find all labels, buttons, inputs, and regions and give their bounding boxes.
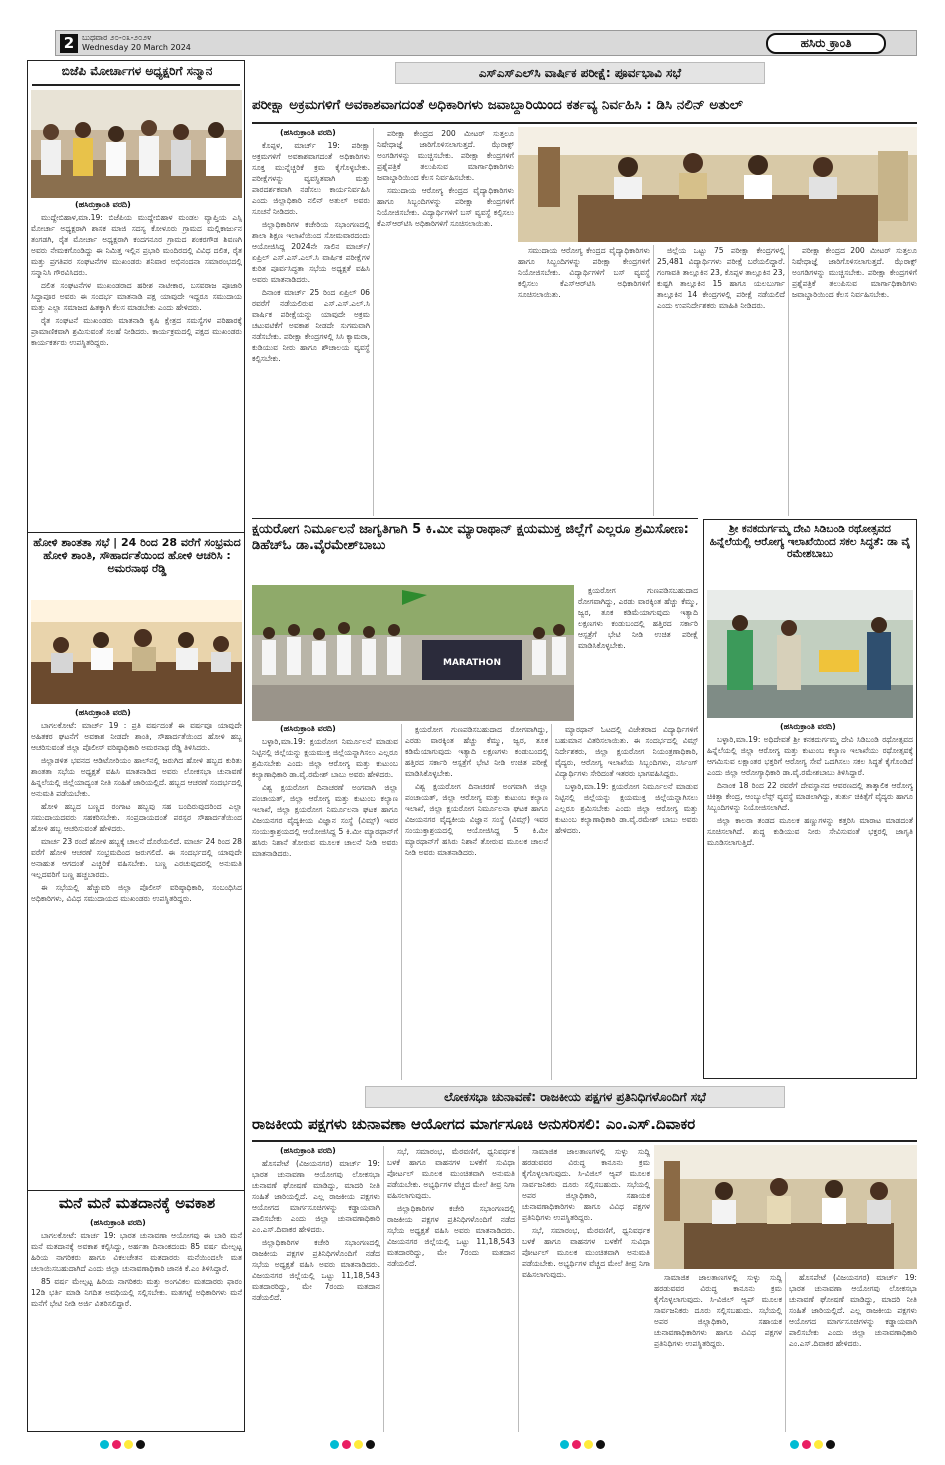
paragraph: ಕ್ಷಯರೋಗ ಗುಣಪಡಿಸಬಹುದಾದ ರೋಗವಾಗಿದ್ದು, ಎರಡು ವಾರಕ್ಕಿಂತ ಹೆಚ್ಚು ಕೆಮ್ಮು, ಜ್ವರ, ತೂಕ ಕಡಿಮೆಯಾಗುವುದು ಇತ್ಯಾದಿ ಲಕ್ಷಣಗಳು ಕಂಡುಬಂದಲ್ಲಿ ಹತ್ತಿರದ ಸರ್ಕಾರಿ ಆಸ್ಪತ್ರೆಗೆ ಭೇಟಿ ನೀಡಿ ಉಚಿತ ಪರೀಕ್ಷೆ ಮಾಡಿಸಿಕೊಳ್ಳಬೇಕು. — [578, 586, 698, 650]
article-headline-holi: ಹೋಳಿ ಶಾಂತತಾ ಸಭೆ | 24 ರಿಂದ 28 ವರೆಗೆ ಸಂಭ್ರಮದ ಹೋಳಿ ಶಾಂತಿ, ಸೌಹಾರ್ದತೆಯಿಂದ ಹೋಳಿ ಆಚರಿಸಿ : ಅಮರನಾಥ ರೆಡ್ಡಿ — [33, 536, 241, 576]
article-headline-sslc: ಪರೀಕ್ಷಾ ಅಕ್ರಮಗಳಿಗೆ ಅವಕಾಶವಾಗದಂತೆ ಅಧಿಕಾರಿಗಳು ಜವಾಬ್ದಾರಿಯಿಂದ ಕರ್ತವ್ಯ ನಿರ್ವಹಿಸಿ : ಡಿಸಿ ನಲಿನ್ ಅತುಲ್ — [252, 97, 743, 113]
divider — [32, 84, 240, 86]
article-body-kanakadurgamma — [707, 734, 913, 1074]
section-kicker-sslc: ಎಸ್‌ಎಸ್‌ಎಲ್‌ಸಿ ವಾರ್ಷಿಕ ಪರೀಕ್ಷೆ: ಪೂರ್ವಭಾವಿ ಸಭೆ — [395, 62, 765, 84]
paragraph: ಜಿಲ್ಲಾಡಳಿತ ಭವನದ ಆಡಿಟೋರಿಯಂ ಹಾಲ್‌ನಲ್ಲಿ ಜರುಗಿದ ಹೋಳಿ ಹಬ್ಬದ ಕುರಿತು ಶಾಂತತಾ ಸಭೆಯ ಅಧ್ಯಕ್ಷತೆ ವಹಿಸಿ ಮಾತನಾಡಿದ ಅವರು ಲೋಕಸಭಾ ಚುನಾವಣೆ ಹಿನ್ನಲೆಯಲ್ಲಿ ಜಿಲ್ಲೆಯಾದ್ಯಂತ ನೀತಿ ಸಂಹಿತೆ ಜಾರಿಯಲ್ಲಿದೆ. ಹಬ್ಬದ ಆಚರಣೆ ಸಂದರ್ಭದಲ್ಲಿ ಅನುಮತಿ ಪಡೆಯಬೇಕು. — [31, 756, 242, 798]
reg-dot — [112, 1440, 121, 1449]
article-headline-tb-marathon: ಕ್ಷಯರೋಗ ನಿರ್ಮೂಲನೆ ಜಾಗೃತಿಗಾಗಿ 5 ಕಿ.ಮೀ ಮ್ಯಾರಾಥಾನ್ ಕ್ಷಯಮುಕ್ತ ಜಿಲ್ಲೆಗೆ ಎಲ್ಲರೂ ಶ್ರಮಿಸೋಣ: ಡಿಹೆಚ್‌ಓ ಡಾ.ವೈರಮೇಶ್‌ಬಾಬು — [252, 522, 689, 553]
masthead-logo: ಹಸಿರು ಕ್ರಾಂತಿ — [766, 33, 886, 54]
divider — [252, 122, 917, 124]
paragraph: ದಿನಾಂಕ ಮಾರ್ಚ್ 25 ರಿಂದ ಏಪ್ರಿಲ್ 06 ರವರೆಗೆ ನಡೆಯಲಿರುವ ಎಸ್.ಎಸ್.ಎಲ್.ಸಿ ವಾರ್ಷಿಕ ಪರೀಕ್ಷೆಯನ್ನು ಯಾವುದೇ ಅಕ್ರಮ ಚಟುವಟಿಕೆಗೆ ಅವಕಾಶ ನೀಡದೇ ಸುಗಮವಾಗಿ ನಡೆಸಬೇಕು. ಪರೀಕ್ಷಾ ಕೇಂದ್ರಗಳಲ್ಲಿ ಸಿಸಿ ಕ್ಯಾಮರಾ, ಕುಡಿಯುವ ನೀರು ಹಾಗೂ ಶೌಚಾಲಯ ವ್ಯವಸ್ಥೆ ಕಲ್ಪಿಸಬೇಕು. — [252, 288, 370, 363]
paragraph: ದಲಿತ ಸಂಘಟನೆಗಳ ಮುಖಂಡರಾದ ಹರೀಶ ನಾಟೀಕಾರ, ಬಸವರಾಜ ಪೂಜಾರಿ ಸಿದ್ದಾಪೂರ ಅವರು ಈ ಸಂದರ್ಭ ಮಾತನಾಡಿ ಪಕ್ಷ ಯಾವುದೇ ಇದ್ದರೂ ಸಮುದಾಯ ಮತ್ತು ಎಲ್ಲಾ ಸಮಾಜದ ಹಿತಕ್ಕಾಗಿ ಕೆಲಸ ಮಾಡಬೇಕು ಎಂದು ಹೇಳಿದರು. — [31, 281, 242, 312]
article-body-sslc-col2 — [377, 128, 514, 516]
banner-marathon-text: MARATHON — [443, 658, 501, 668]
paragraph: ಜಿಲ್ಲಾಧಿಕಾರಿಗಳ ಕಚೇರಿಯ ಸಭಾಂಗಣದಲ್ಲಿ ಶಾಲಾ ಶಿಕ್ಷಣ ಇಲಾಖೆಯಿಂದ ಸೋಮವಾರದಂದು ಆಯೋಜಿಸಿದ್ದ 2024ನೇ ಸಾಲಿನ ಮಾರ್ಚ್/ಏಪ್ರಿಲ್ ಎಸ್.ಎಸ್.ಎಲ್.ಸಿ ವಾರ್ಷಿಕ ಪರೀಕ್ಷೆಗಳ ಕುರಿತ ಪೂರ್ವಸಿದ್ಧತಾ ಸಭೆಯ ಅಧ್ಯಕ್ಷತೆ ವಹಿಸಿ ಅವರು ಮಾತನಾಡಿದರು. — [252, 220, 370, 284]
photo-holi-meeting — [31, 600, 242, 704]
photo-tb-marathon — [252, 585, 574, 721]
column-separator — [788, 245, 789, 516]
paragraph: ಸಾಮಾಜಿಕ ಜಾಲತಾಣಗಳಲ್ಲಿ ಸುಳ್ಳು ಸುದ್ದಿ ಹರಡುವವರ ವಿರುದ್ಧ ಕಾನೂನು ಕ್ರಮ ಕೈಗೊಳ್ಳಲಾಗುವುದು. ಸಿ-ವಿಜಿಲ್ ಆ್ಯಪ್ ಮೂಲಕ ಸಾರ್ವಜನಿಕರು ದೂರು ಸಲ್ಲಿಸಬಹುದು. ಸಭೆಯಲ್ಲಿ ಅಪರ ಜಿಲ್ಲಾಧಿಕಾರಿ, ಸಹಾಯಕ ಚುನಾವಣಾಧಿಕಾರಿಗಳು ಹಾಗೂ ವಿವಿಧ ಪಕ್ಷಗಳ ಪ್ರತಿನಿಧಿಗಳು ಉಪಸ್ಥಿತರಿದ್ದರು. — [522, 1147, 650, 1222]
reg-dot — [354, 1440, 363, 1449]
paragraph: ಸಭೆ, ಸಮಾರಂಭ, ಮೆರವಣಿಗೆ, ಧ್ವನಿವರ್ಧಕ ಬಳಕೆ ಹಾಗೂ ವಾಹನಗಳ ಬಳಕೆಗೆ ಸುವಿಧಾ ಪೋರ್ಟಲ್ ಮೂಲಕ ಮುಂಚಿತವಾಗಿ ಅನುಮತಿ ಪಡೆಯಬೇಕು. ಅಭ್ಯರ್ಥಿಗಳ ವೆಚ್ಚದ ಮೇಲೆ ತೀವ್ರ ನಿಗಾ ವಹಿಸಲಾಗುವುದು. — [522, 1226, 650, 1279]
paragraph: ಈ ಸಭೆಯಲ್ಲಿ ಹೆಚ್ಚುವರಿ ಜಿಲ್ಲಾ ಪೊಲೀಸ್ ವರಿಷ್ಠಾಧಿಕಾರಿ, ಸಂಬಂಧಿಸಿದ ಅಧಿಕಾರಿಗಳು, ವಿವಿಧ ಸಮುದಾಯದ ಮುಖಂಡರು ಉಪಸ್ಥಿತರಿದ್ದರು. — [31, 883, 242, 903]
reg-dot — [124, 1440, 133, 1449]
paragraph: ಕ್ಷಯರೋಗ ಗುಣಪಡಿಸಬಹುದಾದ ರೋಗವಾಗಿದ್ದು, ಎರಡು ವಾರಕ್ಕಿಂತ ಹೆಚ್ಚು ಕೆಮ್ಮು, ಜ್ವರ, ತೂಕ ಕಡಿಮೆಯಾಗುವುದು ಇತ್ಯಾದಿ ಲಕ್ಷಣಗಳು ಕಂಡುಬಂದಲ್ಲಿ ಹತ್ತಿರದ ಸರ್ಕಾರಿ ಆಸ್ಪತ್ರೆಗೆ ಭೇಟಿ ನೀಡಿ ಉಚಿತ ಪರೀಕ್ಷೆ ಮಾಡಿಸಿಕೊಳ್ಳಬೇಕು. — [405, 725, 548, 778]
paragraph: ದಿನಾಂಕ 18 ರಿಂದ 22 ರವರೆಗೆ ದೇವಸ್ಥಾನದ ಆವರಣದಲ್ಲಿ ತಾತ್ಕಾಲಿಕ ಆರೋಗ್ಯ ಚಿಕಿತ್ಸಾ ಕೇಂದ್ರ, ಆಂಬ್ಯುಲೆನ್ಸ್ ವ್ಯವಸ್ಥೆ ಮಾಡಲಾಗಿದ್ದು, ತುರ್ತು ಚಿಕಿತ್ಸೆಗೆ ವೈದ್ಯರು ಹಾಗೂ ಸಿಬ್ಬಂದಿಗಳನ್ನು ನಿಯೋಜಿಸಲಾಗಿದೆ. — [707, 781, 913, 812]
page-header — [55, 30, 917, 56]
reg-dot — [330, 1440, 339, 1449]
paragraph: ಪರೀಕ್ಷಾ ಕೇಂದ್ರದ 200 ಮೀಟರ್ ಸುತ್ತಲೂ ನಿಷೇಧಾಜ್ಞೆ ಜಾರಿಗೊಳಿಸಲಾಗುತ್ತದೆ. ಝೆರಾಕ್ಸ್ ಅಂಗಡಿಗಳನ್ನು ಮುಚ್ಚಿಸಬೇಕು. ಪರೀಕ್ಷಾ ಕೇಂದ್ರಗಳಿಗೆ ಪ್ರಶ್ನೆಪತ್ರಿಕೆ ತಲುಪಿಸುವ ಮಾರ್ಗಾಧಿಕಾರಿಗಳು ಜವಾಬ್ದಾರಿಯಿಂದ ಕೆಲಸ ನಿರ್ವಹಿಸಬೇಕು. — [792, 246, 917, 299]
paragraph: ಜಿಲ್ಲೆಯ ಒಟ್ಟು 75 ಪರೀಕ್ಷಾ ಕೇಂದ್ರಗಳಲ್ಲಿ 25,481 ವಿದ್ಯಾರ್ಥಿಗಳು ಪರೀಕ್ಷೆ ಬರೆಯಲಿದ್ದಾರೆ. ಗಂಗಾವತಿ ತಾಲ್ಲೂಕಿನ 23, ಕೊಪ್ಪಳ ತಾಲ್ಲೂಕಿನ 23, ಕುಷ್ಟಗಿ ತಾಲ್ಲೂಕಿನ 15 ಹಾಗೂ ಯಲಬುರ್ಗಾ ತಾಲ್ಲೂಕಿನ 14 ಕೇಂದ್ರಗಳಲ್ಲಿ ಪರೀಕ್ಷೆ ನಡೆಯಲಿದೆ ಎಂದು ಉಪನಿರ್ದೇಶಕರು ಮಾಹಿತಿ ನೀಡಿದರು. — [657, 246, 785, 310]
photo-sslc-meeting — [518, 127, 917, 242]
byline: (ಹಸಿರುಕ್ರಾಂತಿ ವರದಿ) — [280, 128, 336, 137]
byline: (ಹಸಿರುಕ್ರಾಂತಿ ವರದಿ) — [280, 724, 336, 733]
photo-bjp-felicitation — [31, 90, 242, 198]
dateline — [82, 33, 191, 53]
date-english: Wednesday 20 March 2024 — [82, 43, 191, 52]
column-separator — [785, 1272, 786, 1432]
byline: (ಹಸಿರುಕ್ರಾಂತಿ ವರದಿ) — [75, 708, 131, 717]
paragraph: ಸಾಮಾಜಿಕ ಜಾಲತಾಣಗಳಲ್ಲಿ ಸುಳ್ಳು ಸುದ್ದಿ ಹರಡುವವರ ವಿರುದ್ಧ ಕಾನೂನು ಕ್ರಮ ಕೈಗೊಳ್ಳಲಾಗುವುದು. ಸಿ-ವಿಜಿಲ್ ಆ್ಯಪ್ ಮೂಲಕ ಸಾರ್ವಜನಿಕರು ದೂರು ಸಲ್ಲಿಸಬಹುದು. ಸಭೆಯಲ್ಲಿ ಅಪರ ಜಿಲ್ಲಾಧಿಕಾರಿ, ಸಹಾಯಕ ಚುನಾವಣಾಧಿಕಾರಿಗಳು ಹಾಗೂ ವಿವಿಧ ಪಕ್ಷಗಳ ಪ್ರತಿನಿಧಿಗಳು ಉಪಸ್ಥಿತರಿದ್ದರು. — [654, 1273, 782, 1348]
paragraph: ಪರೀಕ್ಷಾ ಕೇಂದ್ರದ 200 ಮೀಟರ್ ಸುತ್ತಲೂ ನಿಷೇಧಾಜ್ಞೆ ಜಾರಿಗೊಳಿಸಲಾಗುತ್ತದೆ. ಝೆರಾಕ್ಸ್ ಅಂಗಡಿಗಳನ್ನು ಮುಚ್ಚಿಸಬೇಕು. ಪರೀಕ್ಷಾ ಕೇಂದ್ರಗಳಿಗೆ ಪ್ರಶ್ನೆಪತ್ರಿಕೆ ತಲುಪಿಸುವ ಮಾರ್ಗಾಧಿಕಾರಿಗಳು ಜವಾಬ್ದಾರಿಯಿಂದ ಕೆಲಸ ನಿರ್ವಹಿಸಬೇಕು. — [377, 129, 514, 182]
paragraph: ಮುದ್ದೇಬಿಹಾಳ,ಮಾ.19: ಬಿಜೆಪಿಯ ಮುದ್ದೇಬಿಹಾಳ ಮಂಡಲ ವ್ಯಾಪ್ತಿಯ ಎಸ್ಸಿ ಮೋರ್ಚಾ ಅಧ್ಯಕ್ಷರಾಗಿ ಶಾಸಕ ಮಾಜಿ ಸದಸ್ಯ ಕೋಳೂರು ಗ್ರಾಮದ ಮಲ್ಲಿಕಾರ್ಜುನ ತಂಗಡಗಿ, ರೈತ ಮೋರ್ಚಾ ಅಧ್ಯಕ್ಷರಾಗಿ ಕಂದಗನೂರ ಗ್ರಾಮದ ಶಂಕರಗೌಡ ಶಿವಣಗಿ ಅವರು ನೇಮಕಗೊಂಡಿದ್ದು ಈ ನಿಮಿತ್ತ ಇಲ್ಲಿನ ಪ್ರಭಾರಿ ಮಂದಿರದಲ್ಲಿ ವಿವಿಧ ದಲಿತ, ರೈತ ಮತ್ತು ಪ್ರಗತಿಪರ ಸಂಘಟನೆಗಳ ಮುಖಂಡರು ಶನಿವಾರ ಅಭಿನಂದನಾ ಸಮಾರಂಭದಲ್ಲಿ ಸನ್ಮಾನಿಸಿ ಗೌರವಿಸಿದರು. — [31, 213, 242, 277]
paragraph: ಮಾರ್ಚ 23 ರಂದೆ ಹೋಳಿ ಹಬ್ಬಕ್ಕೆ ಚಾಲನೆ ದೊರೆಯಲಿದೆ. ಮಾರ್ಚ 24 ರಿಂದ 28 ವರೆಗೆ ಹೋಳಿ ಆಚರಣೆ ಸಂಭ್ರಮದಿಂದ ಜರುಗಲಿದೆ. ಈ ಸಂದರ್ಭದಲ್ಲಿ ಯಾವುದೇ ಅನಾಹುತ ಆಗದಂತೆ ಎಚ್ಚರಿಕೆ ವಹಿಸಬೇಕು. ಬಣ್ಣ ಎರಚುವುದರಲ್ಲಿ ಅನುಮತಿ ಇಲ್ಲದವರಿಗೆ ಬಣ್ಣ ಹಚ್ಚಬಾರದು. — [31, 837, 242, 879]
column-separator — [373, 128, 374, 516]
reg-dot — [596, 1440, 605, 1449]
article-headline-kanakadurgamma: ಶ್ರೀ ಕನಕದುರ್ಗಮ್ಮ ದೇವಿ ಸಿಡಿಬಂಡಿ ರಥೋತ್ಸವದ ಹಿನ್ನೆಲೆಯಲ್ಲಿ ಆರೋಗ್ಯ ಇಲಾಖೆಯಿಂದ ಸಕಲ ಸಿದ್ಧತೆ: ಡಾ ವೈ ರಮೇಶಬಾಬು — [709, 523, 911, 561]
byline: (ಹಸಿರುಕ್ರಾಂತಿ ವರದಿ) — [280, 1146, 336, 1155]
paragraph: ಬಳ್ಳಾರಿ,ಮಾ.19: ಅಧಿದೇವತೆ ಶ್ರೀ ಕನಕದುರ್ಗಮ್ಮ ದೇವಿ ಸಿಡಿಬಂಡಿ ರಥೋತ್ಸವದ ಹಿನ್ನೆಲೆಯಲ್ಲಿ ಜಿಲ್ಲಾ ಆರೋಗ್ಯ ಮತ್ತು ಕುಟುಂಬ ಕಲ್ಯಾಣ ಇಲಾಖೆಯು ರಥೋತ್ಸವಕ್ಕೆ ಆಗಮಿಸುವ ಲಕ್ಷಾಂತರ ಭಕ್ತರಿಗೆ ಆರೋಗ್ಯ ಸೇವೆ ಒದಗಿಸಲು ಸಕಲ ಸಿದ್ಧತೆ ಕೈಗೊಂಡಿದೆ ಎಂದು ಜಿಲ್ಲಾ ಆರೋಗ್ಯಾಧಿಕಾರಿ ಡಾ.ವೈ.ರಮೇಶಬಾಬು ತಿಳಿಸಿದ್ದಾರೆ. — [707, 735, 913, 777]
paragraph: ಮ್ಯಾರಥಾನ್ ಓಟದಲ್ಲಿ ವಿಜೇತರಾದ ವಿದ್ಯಾರ್ಥಿಗಳಿಗೆ ಬಹುಮಾನ ವಿತರಿಸಲಾಯಿತು. ಈ ಸಂದರ್ಭದಲ್ಲಿ ವಿಮ್ಸ್ ನಿರ್ದೇಶಕರು, ಜಿಲ್ಲಾ ಕ್ಷಯರೋಗ ನಿಯಂತ್ರಣಾಧಿಕಾರಿ, ವೈದ್ಯರು, ಆರೋಗ್ಯ ಇಲಾಖೆಯ ಸಿಬ್ಬಂದಿಗಳು, ನರ್ಸಿಂಗ್ ವಿದ್ಯಾರ್ಥಿಗಳು ಸೇರಿದಂತೆ ಇತರರು ಭಾಗವಹಿಸಿದ್ದರು. — [555, 725, 698, 778]
article-body-tb-col2 — [405, 724, 548, 1080]
divider — [28, 532, 244, 533]
article-body-sslc-col1 — [252, 140, 370, 516]
page-number: 2 — [60, 34, 78, 53]
reg-dot — [136, 1440, 145, 1449]
date-kannada: ಬುಧವಾರ ೨೦-೦೩-೨೦೨೪ — [82, 33, 152, 42]
article-body-tb-col1 — [252, 736, 398, 1080]
article-body-election-col2 — [387, 1146, 515, 1432]
reg-dot — [342, 1440, 351, 1449]
paragraph: ಬಾಗಲಕೋಟೆ: ಮಾರ್ಚ 19: ಭಾರತ ಚುನಾವಣಾ ಆಯೋಗವು ಈ ಬಾರಿ ಮನೆ ಮನೆ ಮತದಾನಕ್ಕೆ ಅವಕಾಶ ಕಲ್ಪಿಸಿದ್ದು, ಅರ್ಹತಾ ದಿನಾಂಕದಂದು 85 ವರ್ಷ ಮೇಲ್ಪಟ್ಟ ಹಿರಿಯ ನಾಗರಿಕರು ಹಾಗೂ ವಿಕಲಚೇತನ ಮತದಾರರು ಮನೆಯಿಂದಲೇ ಮತ ಚಲಾಯಿಸಬಹುದಾಗಿದೆ ಎಂದು ಜಿಲ್ಲಾ ಚುನಾವಣಾಧಿಕಾರಿ ಜಾನಕಿ ಕೆ.ಎಂ ತಿಳಿಸಿದ್ದಾರೆ. — [31, 1231, 242, 1273]
paragraph: 85 ವರ್ಷ ಮೇಲ್ಪಟ್ಟ ಹಿರಿಯ ನಾಗರಿಕರು ಮತ್ತು ಅಂಗವಿಕಲ ಮತದಾರರು ಫಾರಂ 12ಡಿ ಭರ್ತಿ ಮಾಡಿ ನಿಗದಿತ ಅವಧಿಯಲ್ಲಿ ಸಲ್ಲಿಸಬೇಕು. ಮತಗಟ್ಟೆ ಅಧಿಕಾರಿಗಳು ಮನೆ ಮನೆಗೆ ಭೇಟಿ ನೀಡಿ ಅರ್ಜಿ ವಿತರಿಸಲಿದ್ದಾರೆ. — [31, 1277, 242, 1308]
divider — [28, 1190, 244, 1191]
byline: (ಹಸಿರುಕ್ರಾಂತಿ ವರದಿ) — [75, 200, 131, 209]
paragraph: ಬಾಗಲಕೋಟೆ: ಮಾರ್ಚ್ 19 : ಪ್ರತಿ ವರ್ಷದಂತೆ ಈ ವರ್ಷವೂ ಯಾವುದೇ ಅಹಿತಕರ ಘಟನೆಗೆ ಅವಕಾಶ ನೀಡದೇ ಶಾಂತಿ, ಸೌಹಾರ್ದತೆಯಿಂದ ಹೋಳಿ ಹಬ್ಬ ಆಚರಿಸುವಂತೆ ಜಿಲ್ಲಾ ಪೊಲೀಸ್ ವರಿಷ್ಠಾಧಿಕಾರಿ ಅಮರನಾಥ ರೆಡ್ಡಿ ತಿಳಿಸಿದರು. — [31, 721, 242, 752]
paragraph: ಬಳ್ಳಾರಿ,ಮಾ.19: ಕ್ಷಯರೋಗ ನಿರ್ಮೂಲನೆ ಮಾಡುವ ನಿಟ್ಟಿನಲ್ಲಿ ಜಿಲ್ಲೆಯನ್ನು ಕ್ಷಯಮುಕ್ತ ಜಿಲ್ಲೆಯನ್ನಾಗಿಸಲು ಎಲ್ಲರೂ ಶ್ರಮಿಸಬೇಕು ಎಂದು ಜಿಲ್ಲಾ ಆರೋಗ್ಯ ಮತ್ತು ಕುಟುಂಬ ಕಲ್ಯಾಣಾಧಿಕಾರಿ ಡಾ.ವೈ.ರಮೇಶ್ ಬಾಬು ಅವರು ಹೇಳಿದರು. — [555, 782, 698, 835]
column-separator — [551, 724, 552, 1080]
article-body-bjp — [31, 212, 242, 530]
registration-marks — [560, 1440, 605, 1449]
article-body-election-col1 — [252, 1158, 380, 1432]
column-separator — [653, 245, 654, 516]
article-body-sslc-col3 — [518, 245, 650, 516]
byline: (ಹಸಿರುಕ್ರಾಂತಿ ವರದಿ) — [780, 722, 836, 731]
article-body-home-voting — [31, 1230, 242, 1428]
registration-marks — [100, 1440, 145, 1449]
paragraph: ಸಮುದಾಯ ಆರೋಗ್ಯ ಕೇಂದ್ರದ ವೈದ್ಯಾಧಿಕಾರಿಗಳು ಹಾಗೂ ಸಿಬ್ಬಂದಿಗಳನ್ನು ಪರೀಕ್ಷಾ ಕೇಂದ್ರಗಳಿಗೆ ನಿಯೋಜಿಸಬೇಕು. ವಿದ್ಯಾರ್ಥಿಗಳಿಗೆ ಬಸ್ ವ್ಯವಸ್ಥೆ ಕಲ್ಪಿಸಲು ಕೆಎಸ್‌ಆರ್‌ಟಿಸಿ ಅಧಿಕಾರಿಗಳಿಗೆ ಸೂಚಿಸಲಾಯಿತು. — [377, 186, 514, 228]
article-body-sslc-col5 — [792, 245, 917, 516]
reg-dot — [584, 1440, 593, 1449]
article-body-tb-col3 — [555, 724, 698, 1080]
paragraph: ಕೊಪ್ಪಳ, ಮಾರ್ಚ್ 19: ಪರೀಕ್ಷಾ ಅಕ್ರಮಗಳಿಗೆ ಅವಕಾಶವಾಗದಂತೆ ಅಧಿಕಾರಿಗಳು ಸೂಕ್ತ ಮುನ್ನೆಚ್ಚರಿಕೆ ಕ್ರಮ ಕೈಗೊಳ್ಳಬೇಕು. ಪರೀಕ್ಷೆಗಳನ್ನು ವ್ಯವಸ್ಥಿತವಾಗಿ ಮತ್ತು ಪಾರದರ್ಶಕವಾಗಿ ನಡೆಸಲು ಕಾರ್ಯನಿರ್ವಹಿಸಿ ಎಂದು ಜಿಲ್ಲಾಧಿಕಾರಿ ನಲಿನ್ ಅತುಲ್ ಅವರು ಸೂಚನೆ ನೀಡಿದರು. — [252, 141, 370, 216]
article-headline-bjp: ಬಿಜೆಪಿ ಮೋರ್ಚಾಗಳ ಅಧ್ಯಕ್ಷರಿಗೆ ಸನ್ಮಾನ — [61, 64, 213, 78]
photo-health-camp — [707, 590, 913, 718]
paragraph: ಹೊಸಪೇಟೆ (ವಿಜಯನಗರ) ಮಾರ್ಚ್ 19: ಭಾರತ ಚುನಾವಣಾ ಆಯೋಗವು ಲೋಕಸಭಾ ಚುನಾವಣೆ ಘೋಷಣೆ ಮಾಡಿದ್ದು, ಮಾದರಿ ನೀತಿ ಸಂಹಿತೆ ಜಾರಿಯಲ್ಲಿದೆ. ಎಲ್ಲ ರಾಜಕೀಯ ಪಕ್ಷಗಳು ಆಯೋಗದ ಮಾರ್ಗಸೂಚಿಗಳನ್ನು ಕಡ್ಡಾಯವಾಗಿ ಪಾಲಿಸಬೇಕು ಎಂದು ಜಿಲ್ಲಾ ಚುನಾವಣಾಧಿಕಾರಿ ಎಂ.ಎಸ್.ದಿವಾಕರ ಹೇಳಿದರು. — [252, 1159, 380, 1234]
registration-marks — [330, 1440, 375, 1449]
paragraph: ಹೊಸಪೇಟೆ (ವಿಜಯನಗರ) ಮಾರ್ಚ್ 19: ಭಾರತ ಚುನಾವಣಾ ಆಯೋಗವು ಲೋಕಸಭಾ ಚುನಾವಣೆ ಘೋಷಣೆ ಮಾಡಿದ್ದು, ಮಾದರಿ ನೀತಿ ಸಂಹಿತೆ ಜಾರಿಯಲ್ಲಿದೆ. ಎಲ್ಲ ರಾಜಕೀಯ ಪಕ್ಷಗಳು ಆಯೋಗದ ಮಾರ್ಗಸೂಚಿಗಳನ್ನು ಕಡ್ಡಾಯವಾಗಿ ಪಾಲಿಸಬೇಕು ಎಂದು ಜಿಲ್ಲಾ ಚುನಾವಣಾಧಿಕಾರಿ ಎಂ.ಎಸ್.ದಿವಾಕರ ಹೇಳಿದರು. — [789, 1273, 917, 1348]
paragraph: ಜಿಲ್ಲಾಧಿಕಾರಿಗಳ ಕಚೇರಿ ಸಭಾಂಗಣದಲ್ಲಿ ರಾಜಕೀಯ ಪಕ್ಷಗಳ ಪ್ರತಿನಿಧಿಗಳೊಂದಿಗೆ ನಡೆದ ಸಭೆಯ ಅಧ್ಯಕ್ಷತೆ ವಹಿಸಿ ಅವರು ಮಾತನಾಡಿದರು. ವಿಜಯನಗರ ಜಿಲ್ಲೆಯಲ್ಲಿ ಒಟ್ಟು 11,18,543 ಮತದಾರರಿದ್ದು, ಮೇ 7ರಂದು ಮತದಾನ ನಡೆಯಲಿದೆ. — [387, 1204, 515, 1268]
article-body-election-col4 — [654, 1272, 782, 1432]
divider — [252, 518, 698, 519]
article-headline-election: ರಾಜಕೀಯ ಪಕ್ಷಗಳು ಚುನಾವಣಾ ಆಯೋಗದ ಮಾರ್ಗಸೂಚಿ ಅನುಸರಿಸಲಿ: ಎಂ.ಎಸ್.ದಿವಾಕರ — [252, 1115, 696, 1133]
reg-dot — [802, 1440, 811, 1449]
reg-dot — [572, 1440, 581, 1449]
reg-dot — [814, 1440, 823, 1449]
article-headline-home-voting: ಮನೆ ಮನೆ ಮತದಾನಕ್ಕೆ ಅವಕಾಶ — [58, 1194, 216, 1212]
article-body-election-col5 — [789, 1272, 917, 1432]
column-separator — [383, 1146, 384, 1432]
paragraph: ಜಿಲ್ಲಾಧಿಕಾರಿಗಳ ಕಚೇರಿ ಸಭಾಂಗಣದಲ್ಲಿ ರಾಜಕೀಯ ಪಕ್ಷಗಳ ಪ್ರತಿನಿಧಿಗಳೊಂದಿಗೆ ನಡೆದ ಸಭೆಯ ಅಧ್ಯಕ್ಷತೆ ವಹಿಸಿ ಅವರು ಮಾತನಾಡಿದರು. ವಿಜಯನಗರ ಜಿಲ್ಲೆಯಲ್ಲಿ ಒಟ್ಟು 11,18,543 ಮತದಾರರಿದ್ದು, ಮೇ 7ರಂದು ಮತದಾನ ನಡೆಯಲಿದೆ. — [252, 1238, 380, 1302]
paragraph: ಜಿಲ್ಲಾ ಕಾಲರಾ ತಂಡದ ಮೂಲಕ ಹಣ್ಣುಗಳನ್ನು ಕತ್ತರಿಸಿ ಮಾರಾಟ ಮಾಡದಂತೆ ಸೂಚಿಸಲಾಗಿದೆ. ಶುದ್ಧ ಕುಡಿಯುವ ನೀರು ಸೇವಿಸುವಂತೆ ಭಕ್ತರಲ್ಲಿ ಜಾಗೃತಿ ಮೂಡಿಸಲಾಗುತ್ತಿದೆ. — [707, 816, 913, 847]
paragraph: ವಿಶ್ವ ಕ್ಷಯರೋಗ ದಿನಾಚರಣೆ ಅಂಗವಾಗಿ ಜಿಲ್ಲಾ ಪಂಚಾಯತ್, ಜಿಲ್ಲಾ ಆರೋಗ್ಯ ಮತ್ತು ಕುಟುಂಬ ಕಲ್ಯಾಣ ಇಲಾಖೆ, ಜಿಲ್ಲಾ ಕ್ಷಯರೋಗ ನಿರ್ಮೂಲನಾ ಘಟಕ ಹಾಗೂ ವಿಜಯನಗರ ವೈದ್ಯಕೀಯ ವಿಜ್ಞಾನ ಸಂಸ್ಥೆ (ವಿಮ್ಸ್) ಇವರ ಸಂಯುಕ್ತಾಶ್ರಯದಲ್ಲಿ ಆಯೋಜಿಸಿದ್ದ 5 ಕಿ.ಮೀ ಮ್ಯಾರಥಾನ್‌ಗೆ ಹಸಿರು ನಿಶಾನೆ ತೋರುವ ಮೂಲಕ ಚಾಲನೆ ನೀಡಿ ಅವರು ಮಾತನಾಡಿದರು. — [405, 782, 548, 857]
paragraph: ಬಳ್ಳಾರಿ,ಮಾ.19: ಕ್ಷಯರೋಗ ನಿರ್ಮೂಲನೆ ಮಾಡುವ ನಿಟ್ಟಿನಲ್ಲಿ ಜಿಲ್ಲೆಯನ್ನು ಕ್ಷಯಮುಕ್ತ ಜಿಲ್ಲೆಯನ್ನಾಗಿಸಲು ಎಲ್ಲರೂ ಶ್ರಮಿಸಬೇಕು ಎಂದು ಜಿಲ್ಲಾ ಆರೋಗ್ಯ ಮತ್ತು ಕುಟುಂಬ ಕಲ್ಯಾಣಾಧಿಕಾರಿ ಡಾ.ವೈ.ರಮೇಶ್ ಬಾಬು ಅವರು ಹೇಳಿದರು. — [252, 737, 398, 779]
byline: (ಹಸಿರುಕ್ರಾಂತಿ ವರದಿ) — [90, 1218, 146, 1227]
photo-election-meeting — [654, 1145, 917, 1269]
paragraph: ವಿಶ್ವ ಕ್ಷಯರೋಗ ದಿನಾಚರಣೆ ಅಂಗವಾಗಿ ಜಿಲ್ಲಾ ಪಂಚಾಯತ್, ಜಿಲ್ಲಾ ಆರೋಗ್ಯ ಮತ್ತು ಕುಟುಂಬ ಕಲ್ಯಾಣ ಇಲಾಖೆ, ಜಿಲ್ಲಾ ಕ್ಷಯರೋಗ ನಿರ್ಮೂಲನಾ ಘಟಕ ಹಾಗೂ ವಿಜಯನಗರ ವೈದ್ಯಕೀಯ ವಿಜ್ಞಾನ ಸಂಸ್ಥೆ (ವಿಮ್ಸ್) ಇವರ ಸಂಯುಕ್ತಾಶ್ರಯದಲ್ಲಿ ಆಯೋಜಿಸಿದ್ದ 5 ಕಿ.ಮೀ ಮ್ಯಾರಥಾನ್‌ಗೆ ಹಸಿರು ನಿಶಾನೆ ತೋರುವ ಮೂಲಕ ಚಾಲನೆ ನೀಡಿ ಅವರು ಮಾತನಾಡಿದರು. — [252, 783, 398, 858]
reg-dot — [790, 1440, 799, 1449]
reg-dot — [100, 1440, 109, 1449]
reg-dot — [560, 1440, 569, 1449]
article-body-holi — [31, 720, 242, 1186]
divider — [252, 1140, 917, 1142]
column-separator — [518, 1146, 519, 1432]
reg-dot — [366, 1440, 375, 1449]
paragraph: ಸಭೆ, ಸಮಾರಂಭ, ಮೆರವಣಿಗೆ, ಧ್ವನಿವರ್ಧಕ ಬಳಕೆ ಹಾಗೂ ವಾಹನಗಳ ಬಳಕೆಗೆ ಸುವಿಧಾ ಪೋರ್ಟಲ್ ಮೂಲಕ ಮುಂಚಿತವಾಗಿ ಅನುಮತಿ ಪಡೆಯಬೇಕು. ಅಭ್ಯರ್ಥಿಗಳ ವೆಚ್ಚದ ಮೇಲೆ ತೀವ್ರ ನಿಗಾ ವಹಿಸಲಾಗುವುದು. — [387, 1147, 515, 1200]
article-body-tb-col-right — [578, 585, 698, 721]
paragraph: ರೈತ ಸಂಘಟನೆ ಮುಖಂಡರು ಮಾತನಾಡಿ ಕೃಷಿ ಕ್ಷೇತ್ರದ ಸಮಸ್ಯೆಗಳ ಪರಿಹಾರಕ್ಕೆ ಪ್ರಾಮಾಣಿಕವಾಗಿ ಶ್ರಮಿಸುವಂತೆ ಸಲಹೆ ನೀಡಿದರು. ಕಾರ್ಯಕ್ರಮದಲ್ಲಿ ಪಕ್ಷದ ಮುಖಂಡರು ಕಾರ್ಯಕರ್ತರು ಉಪಸ್ಥಿತರಿದ್ದರು. — [31, 316, 242, 347]
registration-marks — [790, 1440, 835, 1449]
section-kicker-election: ಲೋಕಸಭಾ ಚುನಾವಣೆ: ರಾಜಕೀಯ ಪಕ್ಷಗಳ ಪ್ರತಿನಿಧಿಗಳೊಂದಿಗೆ ಸಭೆ — [365, 1086, 785, 1108]
article-body-sslc-col4 — [657, 245, 785, 516]
column-separator — [401, 724, 402, 1080]
paragraph: ಸಮುದಾಯ ಆರೋಗ್ಯ ಕೇಂದ್ರದ ವೈದ್ಯಾಧಿಕಾರಿಗಳು ಹಾಗೂ ಸಿಬ್ಬಂದಿಗಳನ್ನು ಪರೀಕ್ಷಾ ಕೇಂದ್ರಗಳಿಗೆ ನಿಯೋಜಿಸಬೇಕು. ವಿದ್ಯಾರ್ಥಿಗಳಿಗೆ ಬಸ್ ವ್ಯವಸ್ಥೆ ಕಲ್ಪಿಸಲು ಕೆಎಸ್‌ಆರ್‌ಟಿಸಿ ಅಧಿಕಾರಿಗಳಿಗೆ ಸೂಚಿಸಲಾಯಿತು. — [518, 246, 650, 299]
paragraph: ಹೋಳಿ ಹಬ್ಬದ ಬಣ್ಣದ ರಂಗಾಟ ಹಬ್ಬವು ಸಹ ಬಂದಿರುವುದರಿಂದ ಎಲ್ಲಾ ಸಮುದಾಯದವರು ಸಹಕರಿಸಬೇಕು. ಸಂಪ್ರದಾಯದಂತೆ ಪರಸ್ಪರ ಸೌಹಾರ್ದತೆಯಿಂದ ಹೋಳಿ ಹಬ್ಬ ಆಚರಿಸುವಂತೆ ಹೇಳಿದರು. — [31, 802, 242, 833]
reg-dot — [826, 1440, 835, 1449]
article-body-election-col3 — [522, 1146, 650, 1432]
